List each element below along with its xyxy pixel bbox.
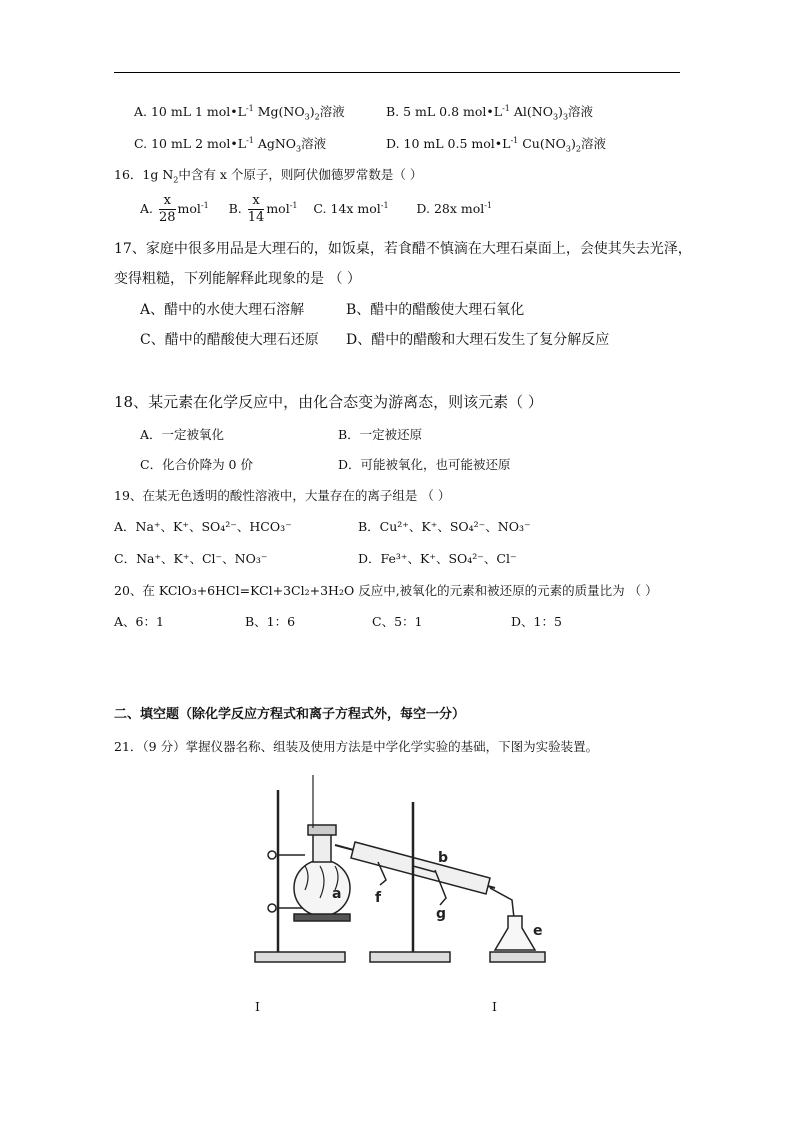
fraction: $\frac{x}{28}$ <box>159 193 176 225</box>
q18-option-d: D．可能被氧化，也可能被还原 <box>338 457 511 472</box>
q17-option-d: D、醋中的醋酸和大理石发生了复分解反应 <box>346 332 610 348</box>
q20-option-c: C、5：1 <box>372 614 423 629</box>
round-bottom-flask <box>294 775 350 921</box>
q21-stem: 21．（9 分）掌握仪器名称、组装及使用方法是中学化学实验的基础，下图为实验装置。 <box>114 739 599 754</box>
section-heading: 二、填空题（除化学反应方程式和离子方程式外，每空一分） <box>114 707 466 722</box>
middle-iron-stand <box>370 802 450 962</box>
q15-option-c: C. 10 mL 2 $mol•L^{-1}$ AgNO$_3$溶液 <box>134 135 327 154</box>
q15-option-a: A. 10 mL 1 $mol•L^{-1}$ $Mg(NO_3)_2$溶液 <box>134 103 345 122</box>
q18-stem: 18、某元素在化学反应中，由化合态变为游离态，则该元素（ ） <box>114 393 543 411</box>
q15-option-d: D. 10 mL 0.5 $mol•L^{-1}$ $Cu(NO_3)_2$溶液 <box>386 135 606 154</box>
q20-option-d: D、1：5 <box>511 614 562 629</box>
q19-stem: 19、在某无色透明的酸性溶液中，大量存在的离子组是 （ ） <box>114 488 451 503</box>
label-g: g <box>436 906 447 922</box>
q19-option-a: A．Na⁺、K⁺、SO₄²⁻、HCO₃⁻ <box>114 519 292 534</box>
header-rule <box>114 72 680 73</box>
q18-option-c: C．化合价降为 0 价 <box>140 457 253 472</box>
q17-stem-line1: 17、家庭中很多用品是大理石的，如饭桌，若食醋不慎滴在大理石桌面上，会使其失去光泽， <box>114 241 692 257</box>
q19-option-d: D．Fe³⁺、K⁺、SO₄²⁻、Cl⁻ <box>358 551 517 566</box>
q20-stem: 20、在 KClO₃+6HCl=KCl+3Cl₂+3H₂O 反应中,被氧化的元素和被还原的元素的质量比为 （ ） <box>114 583 658 598</box>
q16-stem: 16．1g $N_2$中含有 x 个原子，则阿伏伽德罗常数是（ ） <box>114 167 423 185</box>
q19-option-c: C．Na⁺、K⁺、Cl⁻、NO₃⁻ <box>114 551 268 566</box>
q20-option-b: B、1：6 <box>245 614 296 629</box>
caption-left: I <box>255 999 260 1014</box>
distillation-apparatus-diagram <box>250 770 560 970</box>
q17-option-b: B、醋中的醋酸使大理石氧化 <box>346 302 525 318</box>
q16-option-a: A. $\frac{x}{28}$ mol$^{-1}$ <box>140 193 209 225</box>
fraction: $\frac{x}{14}$ <box>247 193 265 225</box>
label-a: a <box>332 886 342 902</box>
q17-option-a: A、醋中的水使大理石溶解 <box>140 302 305 318</box>
q16-options <box>140 193 492 226</box>
caption-right: I <box>492 999 497 1014</box>
q19-option-b: B．Cu²⁺、K⁺、SO₄²⁻、NO₃⁻ <box>358 519 531 534</box>
condenser <box>335 842 495 905</box>
q17-stem-line2: 变得粗糙，下列能解释此现象的是 （ ） <box>114 271 361 287</box>
q16-option-c: C. 14x mol$^{-1}$ <box>313 200 389 216</box>
label-b: b <box>438 850 449 866</box>
label-e: e <box>533 923 543 939</box>
q20-option-a: A、6：1 <box>114 614 164 629</box>
q16-option-b: B. $\frac{x}{14}$ mol$^{-1}$ <box>228 193 298 225</box>
q17-option-c: C、醋中的醋酸使大理石还原 <box>140 332 319 348</box>
q18-option-b: B．一定被还原 <box>338 427 423 442</box>
q18-option-a: A．一定被氧化 <box>140 427 225 442</box>
q16-option-d: D. 28x mol$^{-1}$ <box>416 200 493 216</box>
q15-option-b: B. 5 mL 0.8 $mol•L^{-1}$ $Al(NO_3)_3$溶液 <box>386 103 594 122</box>
label-f: f <box>375 890 382 906</box>
